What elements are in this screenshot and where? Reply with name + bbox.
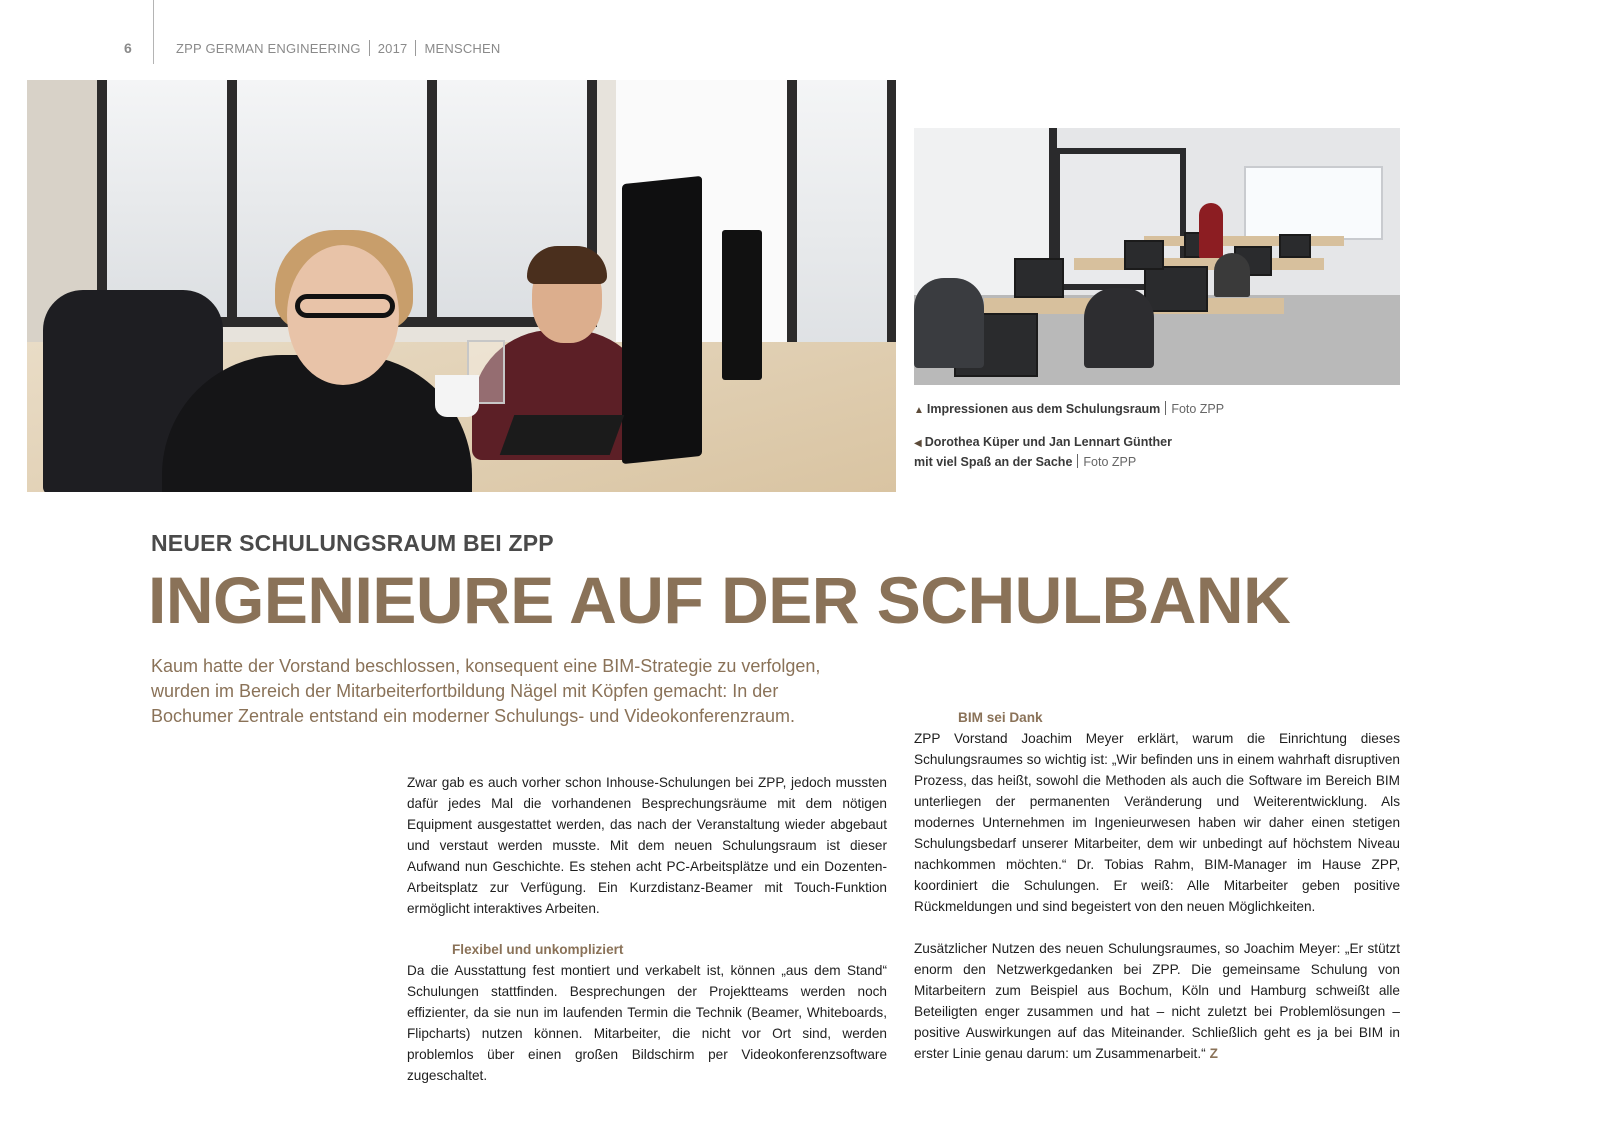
article-lead: Kaum hatte der Vorstand beschlossen, konsequent eine BIM-Strategie zu verfolgen, wurden im Bereich der Mitarbeiterfortbildung Nägel mit Köpfen gemacht: In der Bochumer Zentrale entstand ein moderner Schulungs- und Videokonferenzraum. — [151, 656, 821, 726]
article-column-left — [407, 772, 887, 1086]
article-headline: INGENIEURE AUF DER SCHULBANK — [148, 563, 1291, 637]
triangle-left-icon: ◀ — [914, 438, 922, 449]
publication-name: ZPP GERMAN ENGINEERING — [176, 41, 361, 56]
caption-line-2: mit viel Spaß an der Sache — [914, 455, 1073, 469]
end-mark-icon: Z — [1209, 1046, 1218, 1061]
body-paragraph: Zwar gab es auch vorher schon Inhouse-Schulungen bei ZPP, jedoch mussten dafür jedes Mal die vorhandenen Besprechungsräume mit dem nötigen Equipment ausgestattet werden, das nach der Veranstaltung wieder abgebaut und verstaut werden musste. Mit dem neuen Schulungsraum ist dieser Aufwand nun Geschichte. Es stehen acht PC-Arbeitsplätze und ein Dozenten-Arbeitsplatz zur Verfügung. Ein Kurzdistanz-Beamer mit Touch-Funktion ermöglicht interaktives Arbeiten. — [407, 775, 887, 916]
section-subheading: BIM sei Dank — [958, 710, 1043, 725]
body-paragraph: Da die Ausstattung fest montiert und verkabelt ist, können „aus dem Stand“ Schulungen stattfinden. Besprechungen der Projektteams werden noch effizienter, da sie nun im laufenden Termin die Technik (Beamer, Whiteboards, Flipcharts) nutzen können. Mitarbeiter, die nicht vor Ort sind, werden problemlos über einen großen Bildschirm per Videokonferenzsoftware zugeschaltet. — [407, 963, 887, 1083]
article-column-right — [914, 707, 1400, 1064]
photo-credit: Foto ZPP — [1171, 402, 1225, 416]
photo-training-room — [914, 128, 1400, 385]
caption-people — [914, 433, 1172, 471]
caption-line-1: Dorothea Küper und Jan Lennart Günther — [924, 435, 1172, 449]
photo-credit: Foto ZPP — [1083, 455, 1137, 469]
header-divider — [153, 0, 154, 64]
page-number: 6 — [124, 40, 132, 56]
running-head — [176, 40, 500, 56]
page-header — [0, 0, 1600, 70]
triangle-up-icon: ▲ — [914, 405, 924, 416]
section-name: MENSCHEN — [424, 41, 501, 56]
photo-two-people-at-desk — [27, 80, 896, 492]
section-subheading: Flexibel und unkompliziert — [452, 942, 624, 957]
header-separator — [369, 40, 370, 56]
body-paragraph: ZPP Vorstand Joachim Meyer erklärt, warum die Einrichtung dieses Schulungsraumes so wichtig ist: „Wir befinden uns in einem wahrhaft disruptiven Prozess, das heißt, sowohl die Methoden als auch die Software im Bereich BIM unterliegen der permanenten Veränderung und Weiterentwicklung. Als modernes Unternehmen im Ingenieurwesen haben wir daher einen stetigen Schulungsbedarf unserer Mitarbeiter, dem wir unbedingt auf höchstem Niveau nachkommen möchten.“ Dr. Tobias Rahm, BIM-Manager im Hause ZPP, koordiniert die Schulungen. Er weiß: Alle Mitarbeiter geben positive Rückmeldungen und sind begeistert von den neuen Möglichkeiten. — [914, 731, 1400, 914]
article-kicker: NEUER SCHULUNGSRAUM BEI ZPP — [151, 530, 554, 556]
body-paragraph: Zusätzlicher Nutzen des neuen Schulungsraumes, so Joachim Meyer: „Er stützt enorm den Netzwerkgedanken bei ZPP. Die gemeinsame Schulung von Mitarbeitern zum Beispiel aus Bochum, Köln und Hamburg schweißt alle Beteiligten enger zusammen und hat – nicht zuletzt bei Problemlösungen – positive Auswirkungen auf das Miteinander. Schließlich geht es ja bei BIM in erster Linie genau darum: um Zusammenarbeit.“ Z — [914, 941, 1400, 1061]
caption-training-room — [914, 400, 1224, 420]
caption-text: Impressionen aus dem Schulungsraum — [926, 402, 1161, 416]
header-separator — [415, 40, 416, 56]
publication-year: 2017 — [377, 41, 408, 56]
